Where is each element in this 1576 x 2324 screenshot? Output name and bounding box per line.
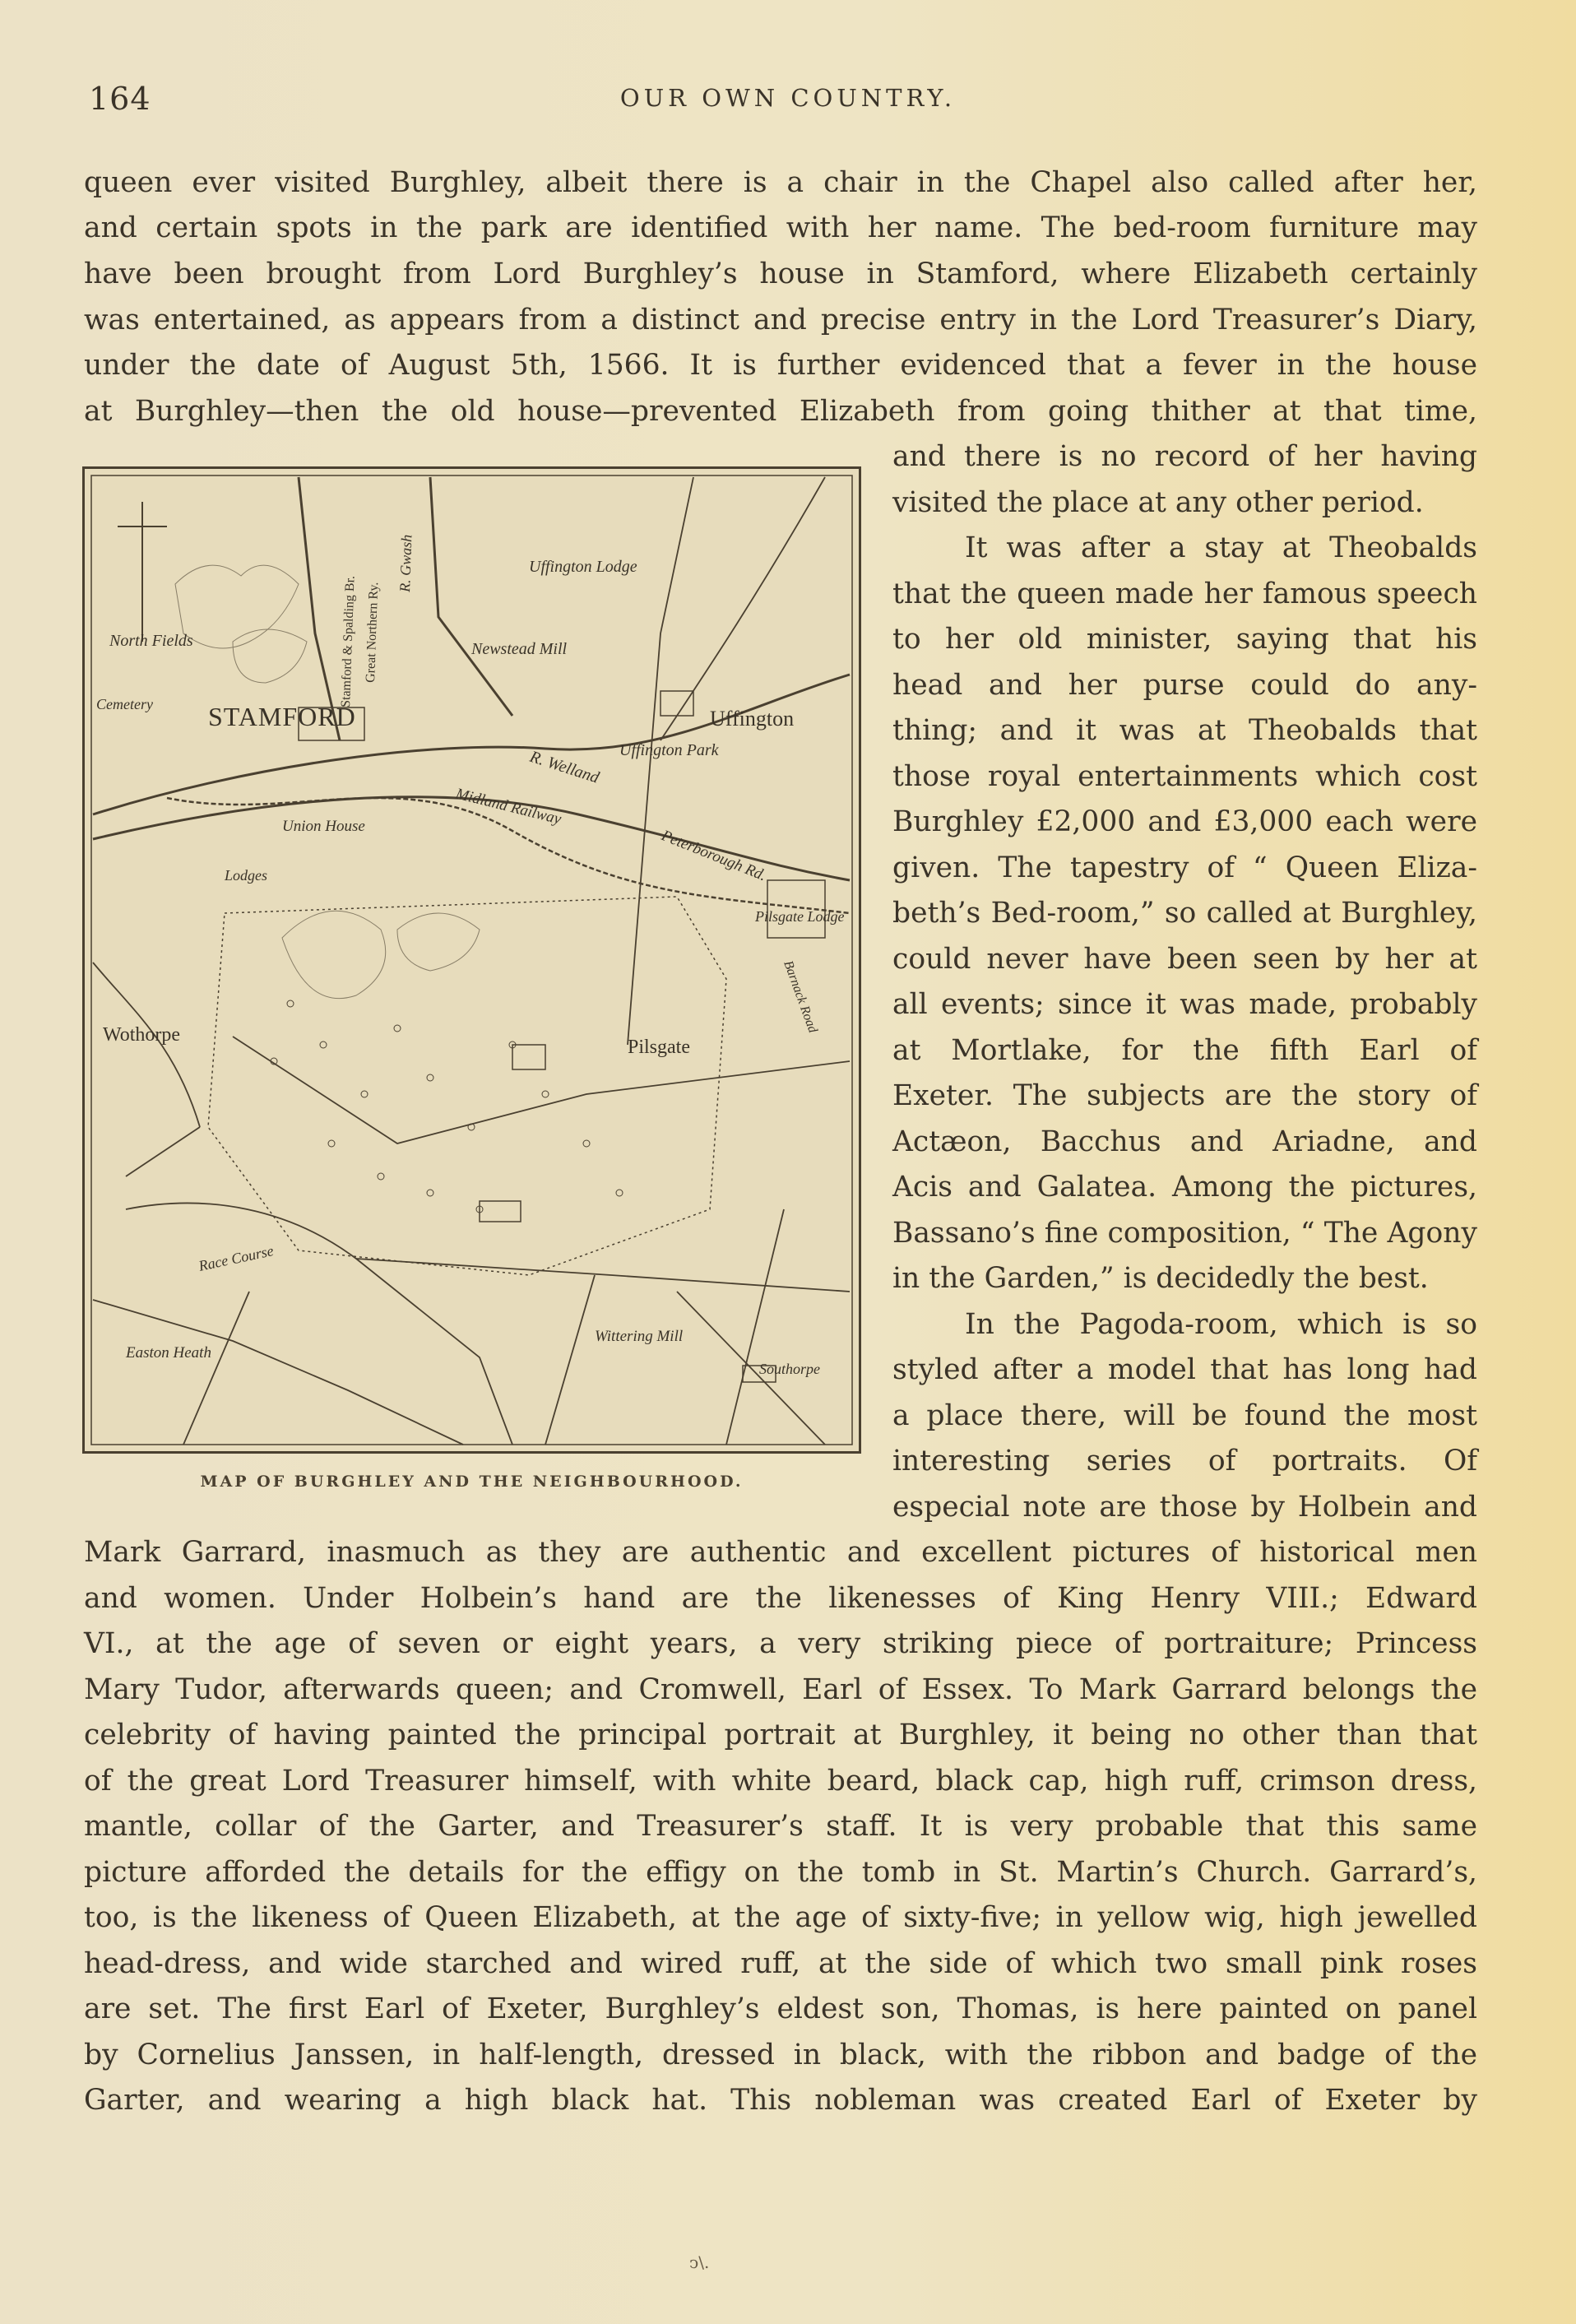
text-line: all events; since it was made, probably bbox=[892, 988, 1477, 1021]
map-label-lodges: Lodges bbox=[225, 867, 268, 884]
railways bbox=[93, 477, 850, 880]
text-line: queen ever visited Burghley, albeit there is a chair in the Chapel also called after her, bbox=[84, 166, 1477, 199]
map-label-pilsgate: Pilsgate bbox=[628, 1037, 690, 1058]
map-label-cemetery: Cemetery bbox=[96, 696, 153, 712]
map-label-southorpe: Southorpe bbox=[759, 1361, 820, 1377]
text-line: Exeter. The subjects are the story of bbox=[892, 1079, 1477, 1112]
text-line: those royal entertainments which cost bbox=[892, 760, 1477, 793]
text-line: are set. The first Earl of Exeter, Burghley’s eldest son, Thomas, is here painted on panel bbox=[84, 1992, 1477, 2025]
text-line: that the queen made her famous speech bbox=[892, 578, 1477, 610]
text-line: under the date of August 5th, 1566. It is further evidenced that a fever in the house bbox=[84, 349, 1477, 382]
text-line: styled after a model that has long had bbox=[892, 1353, 1477, 1386]
map-label-peterborough-rd: Peterborough Rd. bbox=[659, 827, 769, 885]
text-line: especial note are those by Holbein and bbox=[892, 1491, 1477, 1524]
map-drawing bbox=[85, 469, 859, 1451]
map-label-r-welland: R. Welland bbox=[527, 747, 602, 787]
text-line: at Mortlake, for the fifth Earl of bbox=[892, 1034, 1477, 1067]
text-line: and women. Under Holbein’s hand are the likenesses of King Henry VIII.; Edward bbox=[84, 1582, 1477, 1615]
text-line: head-dress, and wide starched and wired ruff, at the side of which two small pink roses bbox=[84, 1947, 1477, 1980]
text-line: of the great Lord Treasurer himself, with white beard, black cap, high ruff, crimson dress, bbox=[84, 1765, 1477, 1798]
text-line: Bassano’s fine composition, “ The Agony bbox=[892, 1217, 1477, 1250]
map-label-wittering-mill: Wittering Mill bbox=[595, 1328, 684, 1345]
text-line: interesting series of portraits. Of bbox=[892, 1445, 1477, 1477]
text-line: celebrity of having painted the principal portrait at Burghley, it being no other than that bbox=[84, 1719, 1477, 1751]
text-line: visited the place at any other period. bbox=[892, 486, 1424, 519]
map-label-stamford: STAMFORD bbox=[208, 702, 356, 731]
map-caption: MAP OF BURGHLEY AND THE NEIGHBOURHOOD. bbox=[200, 1473, 744, 1491]
running-head bbox=[82, 81, 1494, 122]
text-line: to her old minister, saying that his bbox=[892, 623, 1477, 656]
buildings bbox=[299, 691, 825, 1382]
text-line: too, is the likeness of Queen Elizabeth, at the age of sixty-five; in yellow wig, high jewelled bbox=[84, 1901, 1477, 1934]
map-label-pilsgate-lodge: Pilsgate Lodge bbox=[755, 908, 845, 925]
woodland-dots bbox=[271, 1000, 623, 1213]
map-label-easton-heath: Easton Heath bbox=[126, 1344, 211, 1361]
page-number: 164 bbox=[89, 81, 151, 117]
footer-mark: ↄ\. bbox=[689, 2252, 710, 2272]
map-label-barnack-road: Barnack Road bbox=[781, 958, 820, 1035]
map-label-race-course: Race Course bbox=[197, 1242, 276, 1274]
text-line: and certain spots in the park are identified with her name. The bed-room furniture may bbox=[84, 211, 1477, 244]
running-title: OUR OWN COUNTRY. bbox=[619, 84, 957, 112]
text-line: picture afforded the details for the effigy on the tomb in St. Martin’s Church. Garrard’s, bbox=[84, 1856, 1477, 1889]
map-label-uffington: Uffington bbox=[710, 707, 795, 731]
map-label-great-northern-ry: Great Northern Ry. bbox=[364, 582, 382, 684]
text-line: Acis and Galatea. Among the pictures, bbox=[892, 1171, 1477, 1204]
map-label-wothorpe: Wothorpe bbox=[103, 1024, 181, 1046]
text-line: could never have been seen by her at bbox=[892, 943, 1477, 976]
text-line: Mark Garrard, inasmuch as they are authentic and excellent pictures of historical men bbox=[84, 1536, 1477, 1569]
roads bbox=[93, 477, 850, 1445]
text-line: Mary Tudor, afterwards queen; and Cromwell, Earl of Essex. To Mark Garrard belongs the bbox=[84, 1673, 1477, 1706]
text-line: given. The tapestry of “ Queen Eliza- bbox=[892, 851, 1477, 884]
map-label-newstead-mill: Newstead Mill bbox=[471, 640, 568, 658]
text-line: and there is no record of her having bbox=[892, 440, 1477, 473]
map-label-r-gwash: R. Gwash bbox=[396, 534, 415, 593]
text-line: a place there, will be found the most bbox=[892, 1399, 1477, 1432]
text-line: thing; and it was at Theobalds that bbox=[892, 714, 1477, 747]
text-line: by Cornelius Janssen, in half-length, dressed in black, with the ribbon and badge of the bbox=[84, 2039, 1477, 2071]
hill-hatching bbox=[175, 565, 480, 998]
text-line: beth’s Bed-room,” so called at Burghley, bbox=[892, 897, 1477, 930]
text-line: mantle, collar of the Garter, and Treasurer’s staff. It is very probable that this same bbox=[84, 1810, 1477, 1843]
north-arrow-icon bbox=[118, 502, 167, 642]
text-line: at Burghley—then the old house—prevented Elizabeth from going thither at that time, bbox=[84, 395, 1477, 428]
text-line: in the Garden,” is decidedly the best. bbox=[892, 1262, 1429, 1295]
map-label-north-fields: North Fields bbox=[109, 632, 193, 650]
text-line: VI., at the age of seven or eight years, a very striking piece of portraiture; Princess bbox=[84, 1627, 1477, 1660]
text-line: Burghley £2,000 and £3,000 each were bbox=[892, 805, 1477, 838]
text-line: have been brought from Lord Burghley’s house in Stamford, where Elizabeth certainly bbox=[84, 257, 1477, 290]
text-line: It was after a stay at Theobalds bbox=[965, 531, 1477, 564]
text-line: Garter, and wearing a high black hat. This nobleman was created Earl of Exeter by bbox=[84, 2084, 1477, 2117]
map-label-stamford-spalding-br: Stamford & Spalding Br. bbox=[339, 575, 358, 708]
map-illustration bbox=[82, 466, 861, 1454]
map-label-uffington-lodge: Uffington Lodge bbox=[529, 558, 637, 576]
map-label-midland-railway: Midland Railway bbox=[453, 785, 563, 828]
text-line: was entertained, as appears from a distinct and precise entry in the Lord Treasurer’s Diary, bbox=[84, 304, 1477, 336]
text-line: head and her purse could do any- bbox=[892, 669, 1477, 702]
text-line: Actæon, Bacchus and Ariadne, and bbox=[892, 1125, 1477, 1158]
map-label-uffington-park: Uffington Park bbox=[619, 741, 719, 759]
text-line: In the Pagoda-room, which is so bbox=[965, 1308, 1477, 1341]
map-label-union-house: Union House bbox=[282, 818, 365, 835]
